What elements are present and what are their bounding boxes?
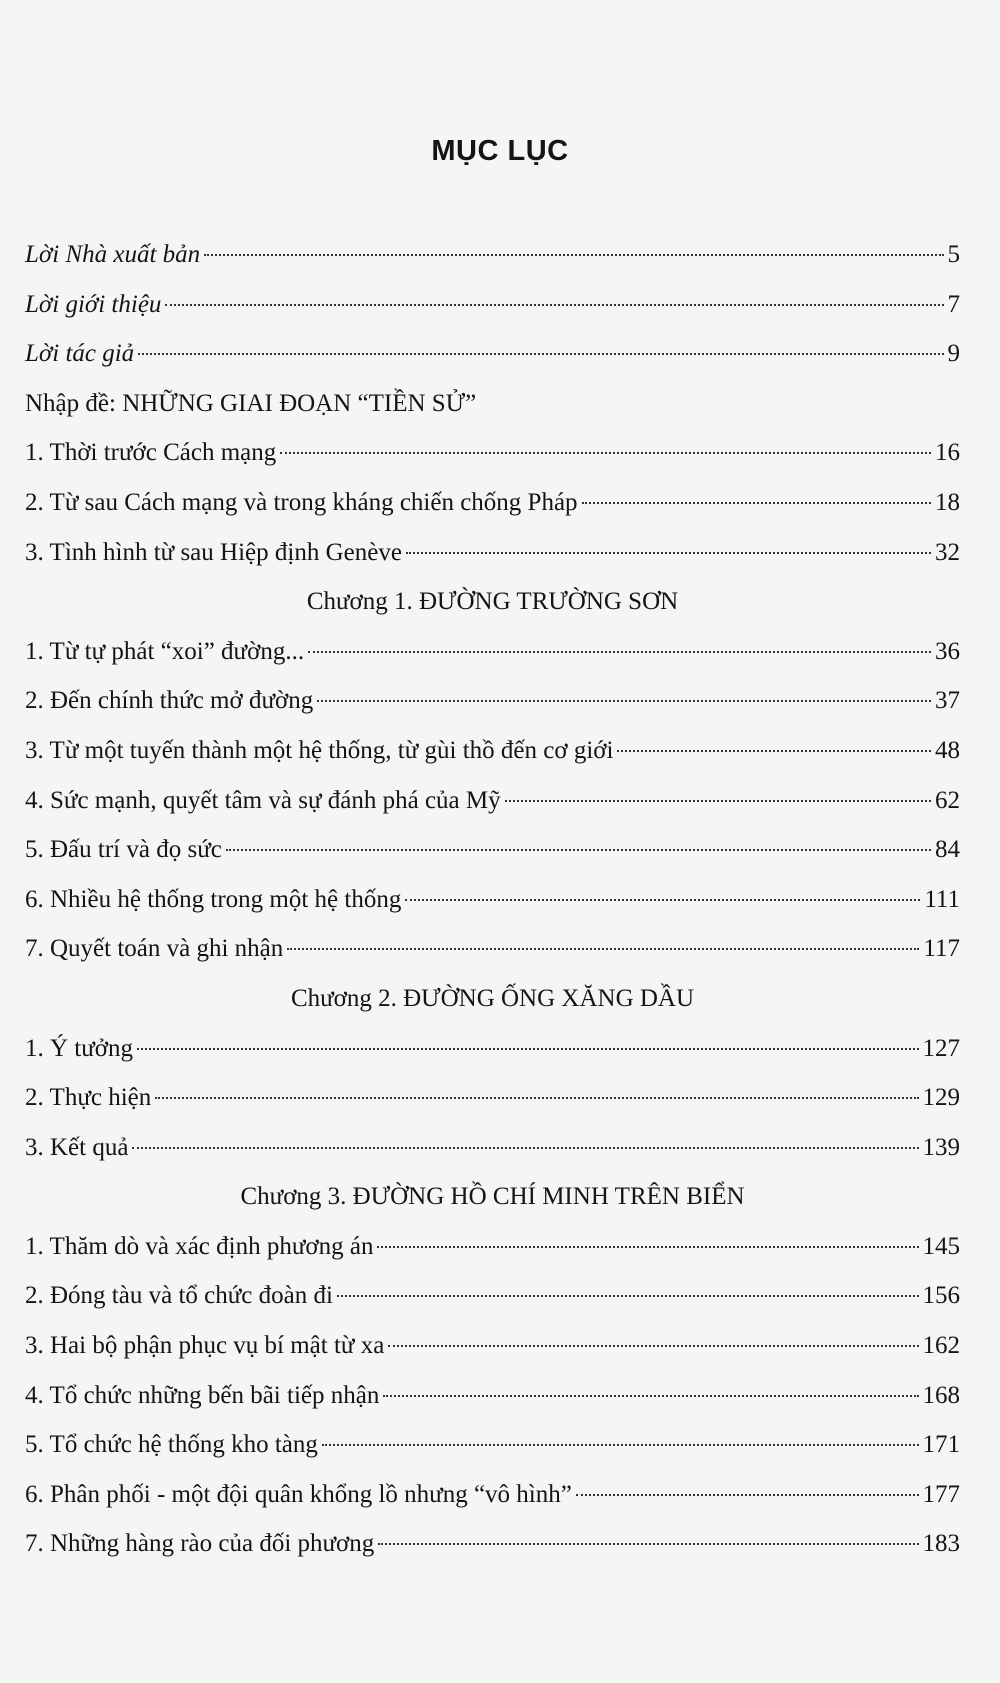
dot-leader [322,1444,919,1446]
toc-page-number: 156 [922,1282,960,1310]
toc-page-number: 139 [922,1133,960,1161]
toc-entry [25,1222,960,1272]
dot-leader [377,1246,918,1248]
dot-leader [165,304,943,306]
toc-entry-label: 2. Đến chính thức mở đường [25,687,314,715]
toc-entry [25,1519,960,1569]
dot-leader [308,651,931,653]
toc-page-number: 36 [935,637,960,665]
toc-entry-label: 1. Từ tự phát “xoi” đường... [25,637,305,665]
toc-entry-label: 7. Quyết toán và ghi nhận [25,935,284,963]
toc-page-number: 129 [922,1084,960,1112]
toc-entry [25,627,960,677]
toc-entry-label: 6. Nhiều hệ thống trong một hệ thống [25,885,402,913]
toc-entry-label: 6. Phân phối - một đội quân khổng lồ nhưng “vô hình” [25,1480,572,1508]
toc-section-heading [25,974,960,1024]
toc-entry [25,1123,960,1173]
dot-leader [204,254,943,256]
toc-entry [25,676,960,726]
dot-leader [505,800,931,802]
dot-leader [137,1048,918,1050]
toc-entry [25,1371,960,1421]
toc-page-number: 7 [947,290,960,318]
toc-page-number: 37 [935,687,960,715]
dot-leader [406,552,931,554]
toc-section-heading [25,577,960,627]
dot-leader [155,1097,918,1099]
toc-entry-label: 5. Tổ chức hệ thống kho tàng [25,1431,318,1459]
dot-leader [280,452,931,454]
toc-entry [25,478,960,528]
toc-page-number: 177 [922,1480,960,1508]
toc-entry [25,280,960,330]
toc-entry-label: 1. Ý tưởng [25,1034,134,1062]
toc-page-number: 171 [922,1431,960,1459]
dot-leader [226,849,931,851]
toc-page-number: 117 [923,935,960,963]
section-heading-label: Chương 3. ĐƯỜNG HỒ CHÍ MINH TRÊN BIỂN [240,1183,745,1211]
section-heading-label: Nhập đề: NHỮNG GIAI ĐOẠN “TIỀN SỬ” [25,389,477,417]
dot-leader [132,1147,918,1149]
dot-leader [383,1395,918,1397]
toc-entry-label: Lời tác giả [25,340,135,368]
toc-page-number: 32 [935,538,960,566]
toc-entry-label: 3. Từ một tuyến thành một hệ thống, từ gùi thồ đến cơ giới [25,736,614,764]
toc-page-number: 162 [922,1332,960,1360]
toc-entry-label: 1. Thăm dò và xác định phương án [25,1232,374,1260]
dot-leader [576,1494,919,1496]
toc-entry-label: 2. Đóng tàu và tổ chức đoàn đi [25,1282,333,1310]
toc-page-number: 84 [935,836,960,864]
toc-entry [25,528,960,578]
toc-page-number: 9 [947,340,960,368]
section-heading-label: Chương 2. ĐƯỜNG ỐNG XĂNG DẦU [290,984,695,1012]
toc-page-number: 48 [935,736,960,764]
toc-entry [25,1470,960,1520]
toc-page-number: 62 [935,786,960,814]
toc-entry [25,428,960,478]
toc-entry-label: 4. Sức mạnh, quyết tâm và sự đánh phá của Mỹ [25,786,501,814]
toc-entry [25,776,960,826]
toc-entry-label: 4. Tổ chức những bến bãi tiếp nhận [25,1381,380,1409]
table-of-contents [25,230,960,1569]
toc-entry-label: 2. Từ sau Cách mạng và trong kháng chiến chống Pháp [25,488,578,516]
toc-entry [25,875,960,925]
toc-entry-label: Lời giới thiệu [25,290,162,318]
toc-page-number: 16 [935,439,960,467]
toc-page-number: 168 [922,1381,960,1409]
dot-leader [138,353,943,355]
toc-entry [25,1420,960,1470]
toc-page-number: 127 [922,1034,960,1062]
dot-leader [617,750,931,752]
dot-leader [287,948,919,950]
toc-page-number: 5 [947,241,960,268]
toc-section-heading [25,1172,960,1222]
toc-page-number: 18 [935,488,960,516]
dot-leader [317,700,931,702]
dot-leader [582,502,931,504]
toc-entry [25,1073,960,1123]
toc-entry [25,329,960,379]
toc-entry-label: 5. Đấu trí và đọ sức [25,836,222,864]
toc-entry [25,1271,960,1321]
toc-entry-label: 7. Những hàng rào của đối phương [25,1530,375,1558]
dot-leader [388,1345,918,1347]
toc-entry [25,825,960,875]
dot-leader [405,899,920,901]
dot-leader [378,1543,918,1545]
toc-entry-label: 2. Thực hiện [25,1084,152,1112]
section-heading-label: Chương 1. ĐƯỜNG TRƯỜNG SƠN [306,588,679,616]
toc-entry-label: Lời Nhà xuất bản [25,241,201,268]
dot-leader [337,1295,919,1297]
toc-entry-label: 3. Kết quả [25,1133,129,1161]
toc-section-heading [25,379,960,429]
toc-page-number: 145 [922,1232,960,1260]
page-title: MỤC LỤC [431,135,569,167]
toc-entry [25,230,960,280]
toc-entry-label: 3. Tình hình từ sau Hiệp định Genève [25,538,402,566]
toc-entry [25,1321,960,1371]
toc-entry-label: 3. Hai bộ phận phục vụ bí mật từ xa [25,1332,385,1360]
toc-entry [25,726,960,776]
toc-page-number: 111 [924,885,960,913]
toc-entry [25,1024,960,1074]
toc-entry-label: 1. Thời trước Cách mạng [25,439,277,467]
toc-page-number: 183 [922,1530,960,1558]
toc-entry [25,924,960,974]
